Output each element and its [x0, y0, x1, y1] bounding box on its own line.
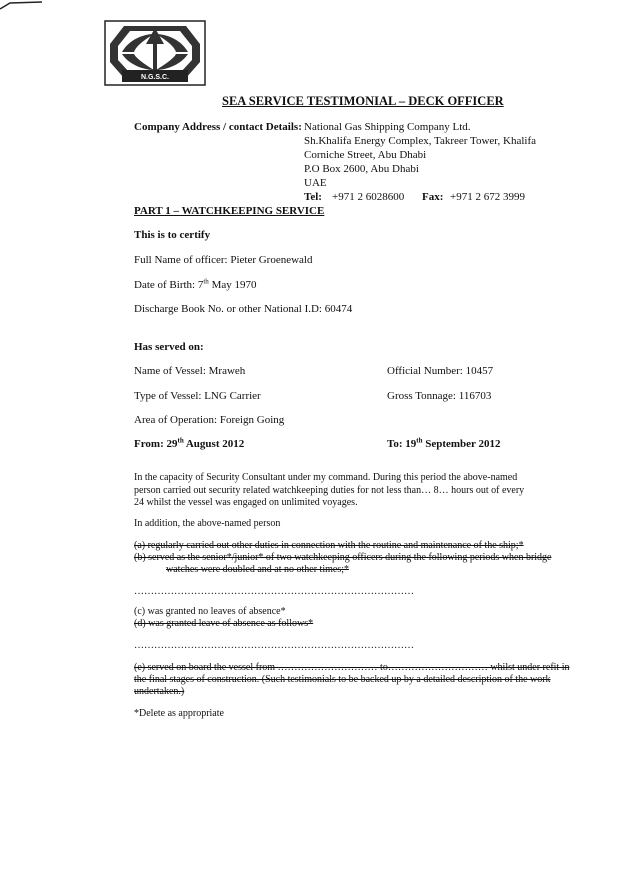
- service-from-date: From: 29th August 2012: [134, 436, 245, 450]
- company-address-label: Company Address / contact Details:: [134, 121, 302, 133]
- item-b-struck-continued: watches were doubled and at no other times;*: [166, 564, 349, 575]
- tel-label: Tel:: [304, 191, 322, 203]
- gross-tonnage: Gross Tonnage: 116703: [387, 390, 492, 402]
- logo-lettering: N.G.S.C.: [140, 74, 170, 81]
- area-of-operation: Area of Operation: Foreign Going: [134, 414, 285, 426]
- service-to-date: To: 19th September 2012: [387, 436, 501, 450]
- company-name: National Gas Shipping Company Ltd.: [304, 121, 471, 133]
- dotted-line: …………………………………………………………………………: [134, 640, 414, 651]
- company-address-line: Corniche Street, Abu Dhabi: [304, 149, 427, 161]
- company-country: UAE: [304, 177, 327, 189]
- part1-heading: PART 1 – WATCHKEEPING SERVICE: [134, 205, 325, 217]
- vessel-name: Name of Vessel: Mraweh: [134, 365, 246, 377]
- item-d-struck: (d) was granted leave of absence as follows*: [134, 618, 314, 629]
- delete-note: *Delete as appropriate: [134, 708, 224, 719]
- item-b-struck: (b) served as the senior*/junior* of two watchkeeping officers during the following periods when bridge: [134, 552, 552, 563]
- capacity-paragraph: In the capacity of Security Consultant under my command. During this period the above-named person carried out security related watchkeeping duties for not less than… 8… hours out of every 24 whilst the vessel was engaged on unlimited voyages.: [134, 472, 525, 508]
- officer-name: Full Name of officer: Pieter Groenewald: [134, 254, 313, 266]
- company-address-line: P.O Box 2600, Abu Dhabi: [304, 163, 419, 175]
- ngsc-logo: [104, 20, 206, 86]
- fax-label: Fax:: [422, 191, 444, 203]
- certify-text: This is to certify: [134, 229, 211, 241]
- official-number: Official Number: 10457: [387, 365, 494, 377]
- tel-number: +971 2 6028600: [332, 191, 405, 203]
- item-a-struck: (a) regularly carried out other duties in connection with the routine and maintenance of the ship;*: [134, 540, 524, 551]
- document-title: SEA SERVICE TESTIMONIAL – DECK OFFICER: [222, 94, 504, 108]
- fax-number: +971 2 672 3999: [450, 191, 525, 203]
- dotted-line: …………………………………………………………………………: [134, 586, 414, 597]
- scan-corner-mark: [0, 0, 42, 10]
- item-e-struck: (e) served on board the vessel from ………………………… to………………………… whilst under refit in: [134, 662, 570, 673]
- item-c: (c) was granted no leaves of absence*: [134, 606, 286, 617]
- discharge-book: Discharge Book No. or other National I.D: 60474: [134, 303, 353, 315]
- date-of-birth: Date of Birth: 7th May 1970: [134, 277, 257, 291]
- item-e-struck-end: undertaken.): [134, 686, 185, 697]
- item-e-struck-continued: the final stages of construction. (Such testimonials to be backed up by a detailed description of the work: [134, 674, 551, 685]
- company-address-line: Sh.Khalifa Energy Complex, Takreer Tower, Khalifa: [304, 135, 537, 147]
- served-on-heading: Has served on:: [134, 341, 204, 353]
- in-addition-text: In addition, the above-named person: [134, 518, 281, 529]
- vessel-type: Type of Vessel: LNG Carrier: [134, 390, 261, 402]
